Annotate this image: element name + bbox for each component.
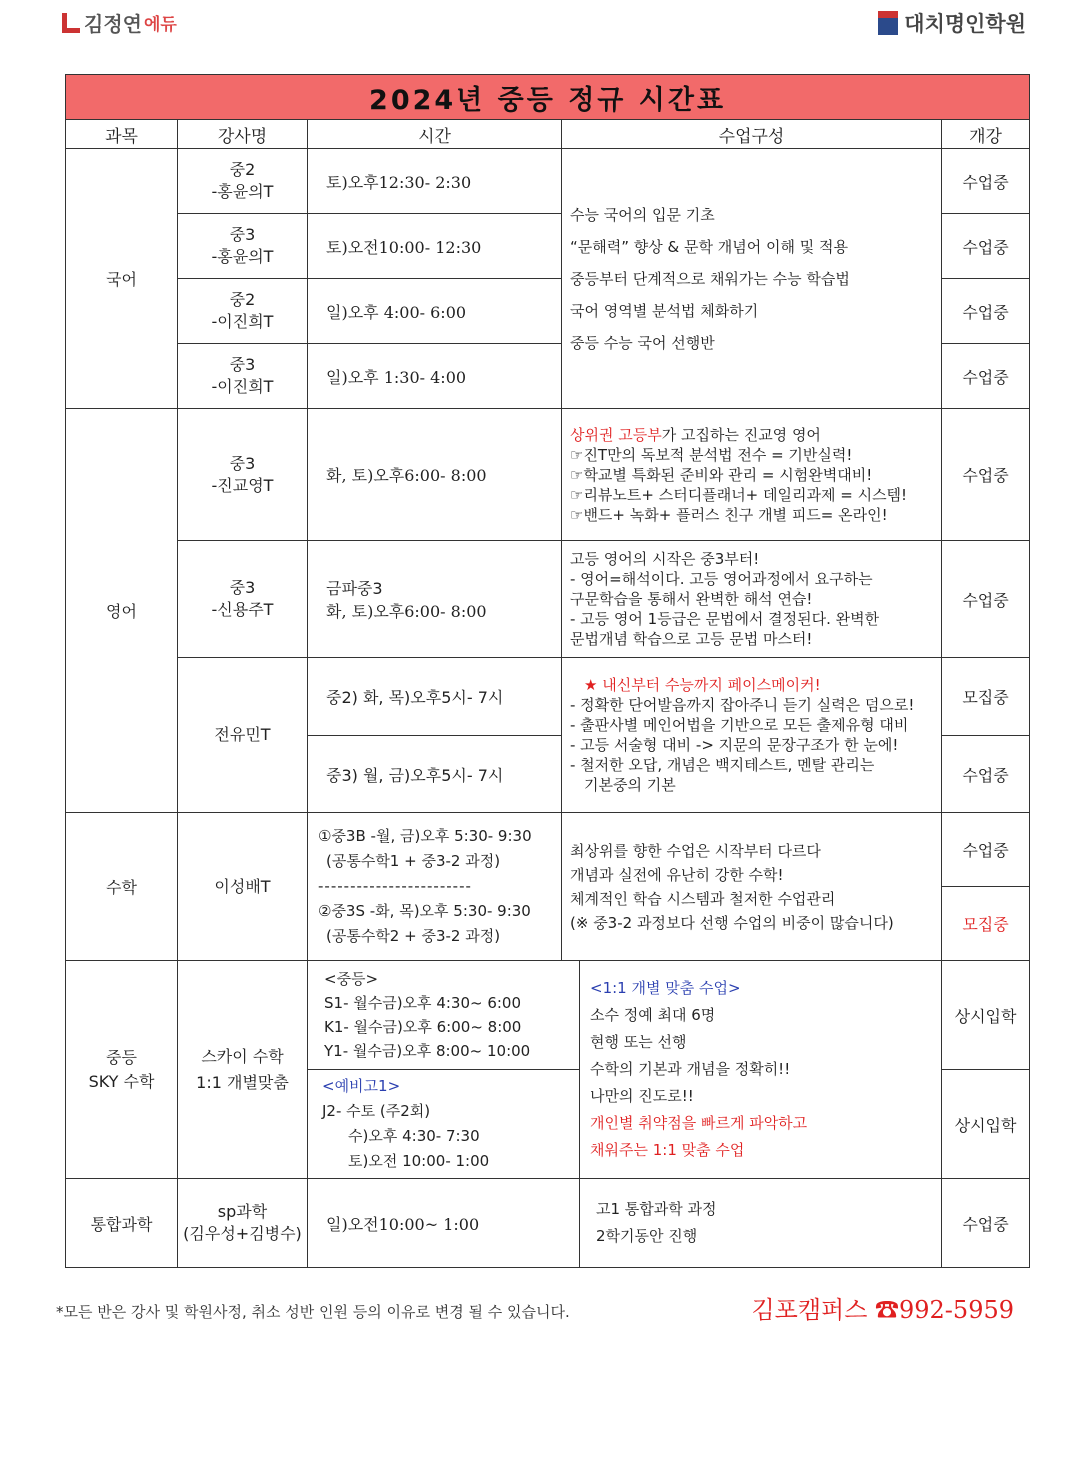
time-cell: 중2) 화, 목)오후5시- 7시 — [308, 658, 562, 736]
kimjungyeon-logo — [62, 8, 177, 37]
subject-sky-l2: SKY 수학 — [88, 1071, 155, 1091]
status-badge: 수업중 — [942, 344, 1030, 409]
desc-line: 국어 영역별 분석법 체화하기 — [570, 301, 759, 320]
desc-line: 중등부터 단계적으로 채워가는 수능 학습법 — [570, 269, 850, 288]
desc-line: 고등 영어의 시작은 중3부터! — [570, 550, 760, 568]
sky-description — [580, 961, 942, 1179]
desc-line: 수학의 기본과 개념을 정확히!! — [590, 1060, 791, 1078]
header-time: 시간 — [308, 120, 562, 149]
desc-line — [570, 425, 933, 445]
desc-highlight: 상위권 고등부 — [570, 425, 662, 444]
teacher-cell — [178, 409, 308, 541]
time-divider: ------------------------ — [318, 877, 472, 895]
desc-line: 나만의 진도로!! — [590, 1087, 694, 1105]
desc-line: (※ 중3-2 과정보다 선행 수업의 비중이 많습니다) — [570, 913, 894, 932]
english-shin-description — [562, 541, 942, 658]
desc-line: 개념과 실전에 유난히 강한 수학! — [570, 865, 784, 884]
subject-english: 영어 — [66, 409, 178, 813]
time-cell — [308, 541, 562, 658]
teacher-name: -진교영T — [211, 475, 274, 495]
status-badge: 상시입학 — [942, 1070, 1030, 1179]
header-teacher: 강사명 — [178, 120, 308, 149]
teacher-grade: 중2 — [229, 160, 256, 179]
desc-line: 체계적인 학습 시스템과 철저한 수업관리 — [570, 889, 836, 908]
status-badge: 수업중 — [942, 736, 1030, 813]
table-row — [66, 541, 1030, 658]
status-badge-recruiting: 모집중 — [942, 887, 1030, 961]
time-cell: 일)오후 1:30- 4:00 — [308, 344, 562, 409]
teacher-name: -신용주T — [211, 600, 274, 619]
subject-science: 통합과학 — [66, 1179, 178, 1268]
english-jeon-description — [562, 658, 942, 813]
teacher-science — [178, 1179, 308, 1268]
logo-right-name: 대치명인학원 — [904, 12, 1026, 36]
desc-line: ☞리뷰노트+ 스터디플래너+ 데일리과제 = 시스템! — [570, 485, 908, 504]
desc-line: - 정확한 단어발음까지 잡아주니 듣기 실력은 덤으로! — [570, 696, 915, 714]
status-badge: 상시입학 — [942, 961, 1030, 1070]
subject-sky-l1: 중등 — [106, 1047, 137, 1067]
time-line: 수)오후 4:30- 7:30 — [348, 1127, 480, 1145]
daechi-logo-mark-icon — [878, 11, 898, 35]
header-status: 개강 — [942, 120, 1030, 149]
status-badge: 수업중 — [942, 149, 1030, 214]
table-row — [66, 149, 1030, 214]
teacher-name: -홍윤의T — [211, 182, 274, 201]
desc-line-red: 채워주는 1:1 맞춤 수업 — [590, 1141, 745, 1159]
desc-line: - 철저한 오답, 개념은 백지테스트, 멘탈 관리는 — [570, 756, 875, 774]
subject-korean: 국어 — [66, 149, 178, 409]
teacher-cell — [178, 541, 308, 658]
time-line: Y1- 월수금)오후 8:00~ 10:00 — [324, 1042, 531, 1060]
teacher-science-l1: sp과학 — [217, 1202, 268, 1221]
teacher-cell — [178, 344, 308, 409]
time-line: ①중3B -월, 금)오후 5:30- 9:30 — [318, 827, 532, 845]
teacher-lee: 이성배T — [178, 813, 308, 961]
desc-line: - 고등 영어 1등급은 문법에서 결정된다. 완벽한 — [570, 610, 880, 628]
status-badge: 모집중 — [942, 658, 1030, 736]
teacher-name: -이진희T — [211, 312, 274, 331]
teacher-name: -홍윤의T — [211, 247, 274, 266]
desc-line: 소수 정예 최대 6명 — [590, 1006, 716, 1024]
time-line: 토)오전 10:00- 1:00 — [348, 1152, 490, 1170]
desc-line: ☞진T만의 독보적 분석법 전수 = 기반실력! — [570, 445, 853, 464]
english-jin-description — [562, 409, 942, 541]
sky-time-middle — [308, 961, 580, 1070]
desc-heading: <1:1 개별 맞춤 수업> — [590, 979, 741, 997]
desc-line: 구문학습을 통해서 완벽한 해석 연습! — [570, 590, 813, 608]
header-subject: 과목 — [66, 120, 178, 149]
desc-line: 고1 통합과학 과정 — [596, 1200, 717, 1218]
time-cell: 일)오전10:00~ 1:00 — [308, 1179, 580, 1268]
table-row — [66, 813, 1030, 887]
desc-text: 가 고집하는 진교영 영어 — [661, 425, 821, 444]
teacher-science-l2: (김우성+김병수) — [183, 1224, 302, 1243]
timetable-title: 2024년 중등 정규 시간표 — [66, 75, 1030, 120]
teacher-cell — [178, 279, 308, 344]
desc-line: 문법개념 학습으로 고등 문법 마스터! — [570, 630, 813, 648]
time-line: ②중3S -화, 목)오후 5:30- 9:30 — [318, 902, 531, 920]
desc-line: 기본중의 기본 — [584, 776, 676, 794]
time-school: 금파중3 — [326, 579, 383, 598]
korean-description — [562, 149, 942, 409]
teacher-cell — [178, 149, 308, 214]
logo-left-name: 김정연 — [84, 12, 142, 36]
teacher-sky-l1: 스카이 수학 — [201, 1046, 284, 1066]
desc-line: ☞학교별 특화된 준비와 관리 = 시험완벽대비! — [570, 465, 873, 484]
time-cell: 중3) 월, 금)오후5시- 7시 — [308, 736, 562, 813]
desc-line: - 고등 서술형 대비 -> 지문의 문장구조가 한 눈에! — [570, 736, 899, 754]
desc-line-red: 개인별 취약점을 빠르게 파악하고 — [590, 1114, 808, 1132]
time-line: K1- 월수금)오후 6:00~ 8:00 — [324, 1018, 522, 1036]
table-row — [66, 1179, 1030, 1268]
daechi-myeongin-logo — [878, 8, 1026, 38]
subject-math: 수학 — [66, 813, 178, 961]
logo-left-suffix: 에듀 — [143, 15, 177, 35]
timetable — [65, 74, 1030, 1268]
math-description — [562, 813, 942, 961]
time-cell: 화, 토)오후6:00- 8:00 — [308, 409, 562, 541]
science-description — [580, 1179, 942, 1268]
teacher-grade: 중3 — [229, 225, 256, 244]
teacher-name: -이진희T — [211, 377, 274, 396]
table-row — [66, 409, 1030, 541]
footer-note: *모든 반은 강사 및 학원사정, 취소 성반 인원 등의 이유로 변경 될 수 있습니다. — [56, 1303, 570, 1321]
teacher-grade: 중3 — [229, 453, 256, 473]
status-badge: 수업중 — [942, 1179, 1030, 1268]
desc-line: - 영어=해석이다. 고등 영어과정에서 요구하는 — [570, 570, 873, 588]
teacher-jeon: 전유민T — [178, 658, 308, 813]
time-schedule: 화, 토)오후6:00- 8:00 — [326, 602, 487, 621]
time-cell: 일)오후 4:00- 6:00 — [308, 279, 562, 344]
sky-time-pre-high — [308, 1070, 580, 1179]
desc-line: “문해력” 향상 & 문학 개념어 이해 및 적용 — [570, 237, 848, 256]
time-line: S1- 월수금)오후 4:30~ 6:00 — [324, 994, 522, 1012]
teacher-grade: 중2 — [229, 290, 256, 309]
time-cell: 토)오후12:30- 2:30 — [308, 149, 562, 214]
teacher-cell — [178, 214, 308, 279]
teacher-grade: 중3 — [229, 355, 256, 374]
status-badge: 수업중 — [942, 541, 1030, 658]
desc-line: 현행 또는 선행 — [590, 1033, 687, 1051]
desc-line: 2학기동안 진행 — [596, 1227, 698, 1245]
time-line: J2- 수토 (주2회) — [322, 1102, 431, 1120]
desc-line: ☞밴드+ 녹화+ 플러스 친구 개별 피드= 온라인! — [570, 505, 888, 524]
desc-line: 수능 국어의 입문 기초 — [570, 205, 715, 224]
desc-line: - 출판사별 메인어법을 기반으로 모든 출제유형 대비 — [570, 716, 909, 734]
header-content: 수업구성 — [562, 120, 942, 149]
time-line: (공통수학2 + 중3-2 과정) — [326, 927, 501, 945]
table-row — [66, 961, 1030, 1070]
status-badge: 수업중 — [942, 279, 1030, 344]
desc-line: 최상위를 향한 수업은 시작부터 다르다 — [570, 841, 821, 860]
time-heading: <중등> — [324, 970, 379, 988]
status-badge: 수업중 — [942, 813, 1030, 887]
time-heading: <예비고1> — [322, 1077, 401, 1095]
time-cell: 토)오전10:00- 12:30 — [308, 214, 562, 279]
teacher-grade: 중3 — [229, 578, 256, 597]
status-badge: 수업중 — [942, 409, 1030, 541]
kimjungyeon-logo-mark-icon — [62, 13, 80, 33]
desc-line: 중등 수능 국어 선행반 — [570, 333, 715, 352]
subject-sky — [66, 961, 178, 1179]
campus-contact: 김포캠퍼스 ☎992-5959 — [751, 1296, 1014, 1324]
math-time-cell — [308, 813, 562, 961]
desc-star-line: ★ 내신부터 수능까지 페이스메이커! — [584, 676, 821, 694]
table-row — [66, 658, 1030, 736]
time-line: (공통수학1 + 중3-2 과정) — [326, 852, 501, 870]
teacher-sky-l2: 1:1 개별맞춤 — [196, 1072, 289, 1092]
status-badge: 수업중 — [942, 214, 1030, 279]
teacher-sky — [178, 961, 308, 1179]
